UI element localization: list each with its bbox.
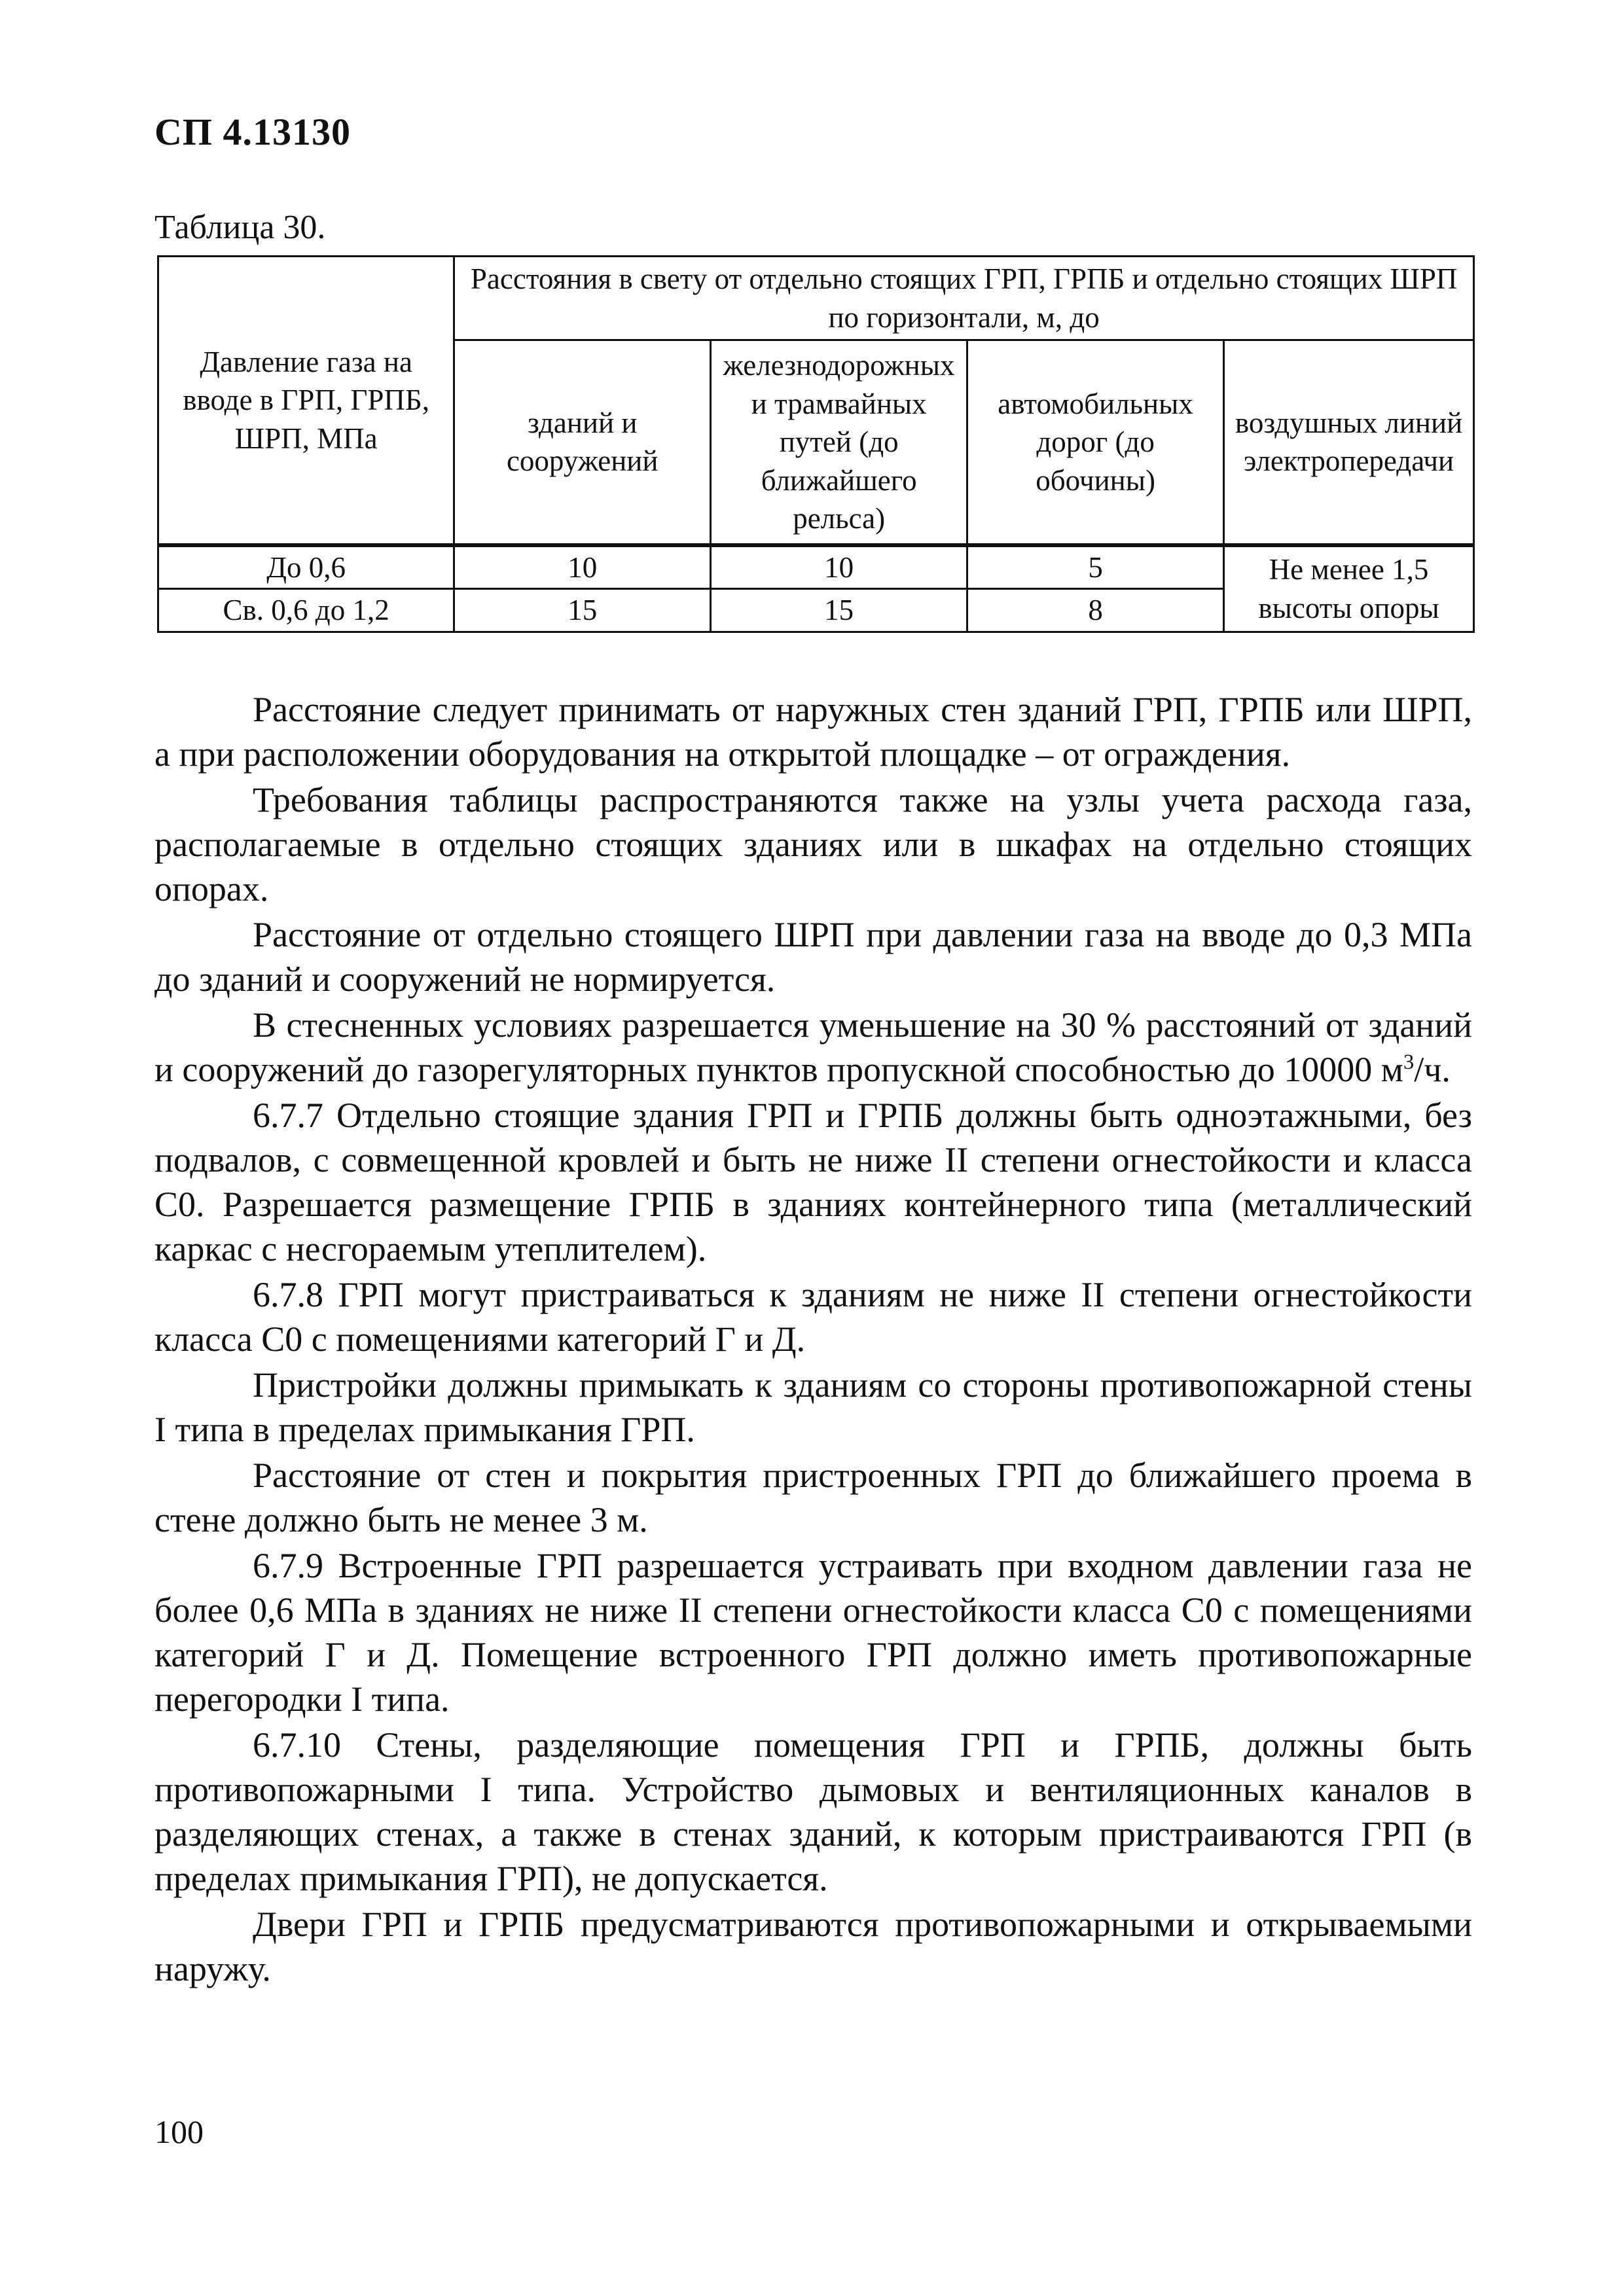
- header-power-lines: воздушных линий электропередачи: [1224, 340, 1474, 545]
- superscript: 3: [1403, 1050, 1415, 1074]
- header-pressure: Давление газа на вводе в ГРП, ГРПБ, ШРП, МПа: [158, 257, 454, 545]
- cell-roads: 8: [967, 589, 1224, 632]
- document-code: СП 4.13130: [154, 111, 351, 153]
- cell-power-lines: Не менее 1,5 высоты опоры: [1224, 545, 1474, 632]
- paragraph: Расстояние от стен и покрытия пристроенных ГРП до ближайшего проема в стене должно быть не менее 3 м.: [154, 1456, 1472, 1539]
- header-roads: автомобильных дорог (до обочины): [967, 340, 1224, 545]
- header-distances-group: Расстояния в свету от отдельно стоящих ГРП, ГРПБ и отдельно стоящих ШРП по горизонтали, м, до: [454, 257, 1474, 340]
- cell-pressure: До 0,6: [158, 545, 454, 589]
- clause-6-7-8: 6.7.8 ГРП могут пристраиваться к зданиям не ниже II степени огнестойкости класса С0 с помещениями категорий Г и Д.: [154, 1275, 1472, 1359]
- header-buildings: зданий и сооружений: [454, 340, 711, 545]
- paragraph-text: В стесненных условиях разрешается уменьшение на 30 % расстояний от зданий и сооружений до газорегуляторных пунктов пропускной способностью до 10000 м: [154, 1005, 1472, 1089]
- paragraph-text-end: /ч.: [1414, 1050, 1451, 1089]
- cell-roads: 5: [967, 545, 1224, 589]
- header-rail: железнодорожных и трамвайных путей (до ближайшего рельса): [711, 340, 967, 545]
- body-text: [154, 687, 1472, 1991]
- paragraph: [154, 1003, 1472, 1092]
- table-row: [158, 545, 1474, 589]
- table-caption: Таблица 30.: [154, 209, 326, 246]
- cell-rail: 15: [711, 589, 967, 632]
- paragraph: Расстояние от отдельно стоящего ШРП при давлении газа на вводе до 0,3 МПа до зданий и сооружений не нормируется.: [154, 915, 1472, 999]
- paragraph: Требования таблицы распространяются также на узлы учета расхода газа, располагаемые в отдельно стоящих зданиях или в шкафах на отдельно стоящих опорах.: [154, 780, 1472, 908]
- clause-6-7-10: 6.7.10 Стены, разделяющие помещения ГРП и ГРПБ, должны быть противопожарными I типа. Устройство дымовых и вентиляционных каналов в разделяющих стенах, а также в стенах зданий, к которым пристраиваются ГРП (в пределах примыкания ГРП), не допускается.: [154, 1725, 1472, 1898]
- page-number: 100: [154, 2113, 204, 2150]
- cell-rail: 10: [711, 545, 967, 589]
- clause-6-7-9: 6.7.9 Встроенные ГРП разрешается устраивать при входном давлении газа не более 0,6 МПа в зданиях не ниже II степени огнестойкости класса С0 с помещениями категорий Г и Д. Помещение встроенного ГРП должно иметь противопожарные перегородки I типа.: [154, 1546, 1472, 1719]
- clause-6-7-7: 6.7.7 Отдельно стоящие здания ГРП и ГРПБ должны быть одноэтажными, без подвалов, с совмещенной кровлей и быть не ниже II степени огнестойкости и класса С0. Разрешается размещение ГРПБ в зданиях контейнерного типа (металлический каркас с несгораемым утеплителем).: [154, 1096, 1472, 1268]
- distance-table: [157, 255, 1475, 633]
- cell-buildings: 10: [454, 545, 711, 589]
- cell-buildings: 15: [454, 589, 711, 632]
- paragraph: Двери ГРП и ГРПБ предусматриваются противопожарными и открываемыми наружу.: [154, 1905, 1472, 1988]
- table-header-row: [158, 257, 1474, 340]
- paragraph: Пристройки должны примыкать к зданиям со стороны противопожарной стены I типа в пределах примыкания ГРП.: [154, 1365, 1472, 1449]
- paragraph: Расстояние следует принимать от наружных стен зданий ГРП, ГРПБ или ШРП, а при расположении оборудования на открытой площадке – от ограждения.: [154, 690, 1472, 774]
- cell-pressure: Св. 0,6 до 1,2: [158, 589, 454, 632]
